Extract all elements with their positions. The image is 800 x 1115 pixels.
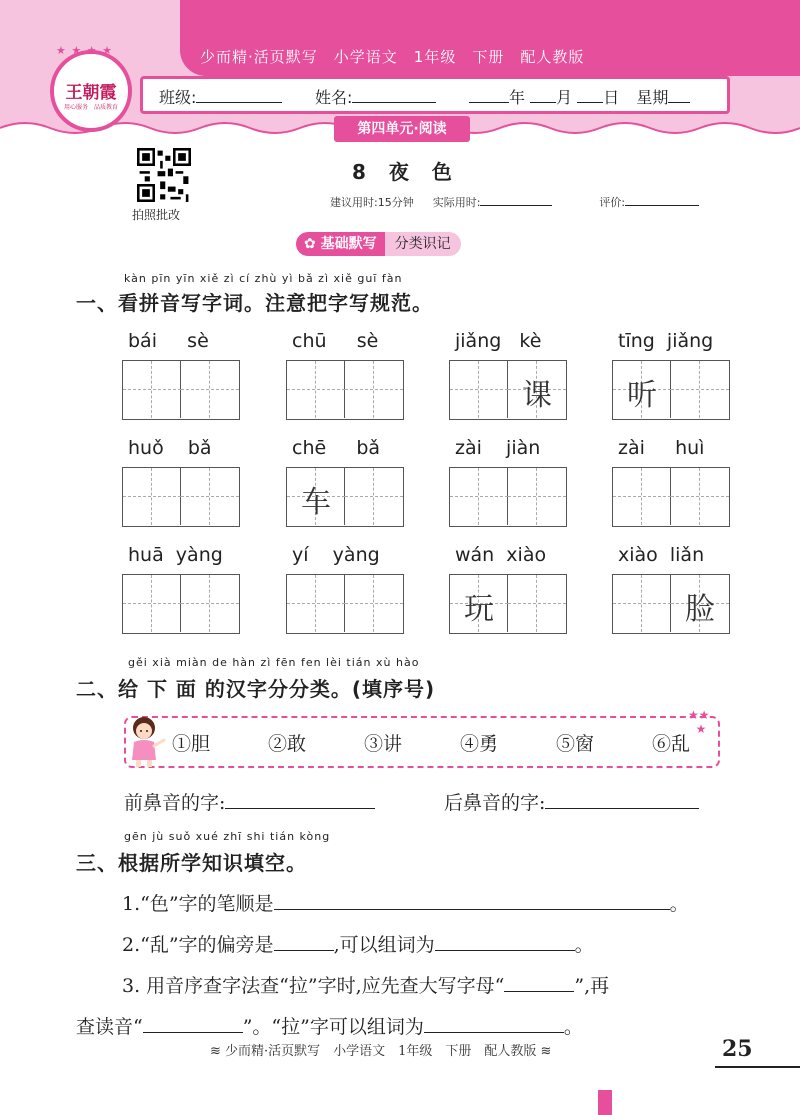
writing-cell[interactable]: [671, 361, 729, 418]
q3-item3-text-a: 3. 用音序查字法查“拉”字时,应先查大写字母“: [122, 975, 505, 997]
writing-cell[interactable]: [450, 361, 508, 418]
q3-item3-line1: [122, 971, 609, 998]
word-blank-la[interactable]: [424, 1013, 564, 1033]
stroke-order-blank[interactable]: [274, 890, 670, 910]
writing-cell[interactable]: [123, 575, 181, 632]
word-pinyin: chū sè: [292, 330, 379, 352]
letter-blank[interactable]: [504, 972, 574, 992]
given-character: 听: [627, 378, 657, 413]
char-option: ⑤窗: [556, 733, 595, 755]
tianzige-box: [449, 467, 567, 527]
writing-cell[interactable]: [181, 575, 239, 632]
tag-basic-dictation: ✿ 基础默写: [296, 232, 385, 256]
class-blank[interactable]: [196, 87, 282, 103]
writing-cell[interactable]: [508, 575, 566, 632]
back-nasal-blank[interactable]: [545, 789, 699, 809]
writing-cell[interactable]: [613, 361, 671, 418]
word-pinyin: yí yàng: [292, 544, 380, 566]
q2-title: 二、给 下 面 的汉字分分类。(填序号): [76, 677, 436, 701]
decor-stars-icon: ★★ ★: [688, 708, 710, 736]
back-nasal-row: [444, 788, 699, 815]
actual-time-blank[interactable]: [480, 194, 552, 206]
tag-basic-dictation-label: 基础默写: [320, 236, 377, 252]
name-field: [315, 85, 436, 108]
writing-cell[interactable]: [508, 468, 566, 525]
tianzige-box: [612, 574, 730, 634]
brand-logo: [50, 50, 132, 132]
footer-rule: [715, 1066, 800, 1068]
evaluation-label: 评价:: [599, 196, 626, 209]
logo-text: 王朝霞: [65, 83, 117, 103]
student-info-bar: [140, 76, 730, 114]
weekday-label: 星期: [636, 88, 669, 107]
actual-time-label: 实际用时:: [432, 196, 481, 209]
date-field: [469, 85, 690, 108]
word-pinyin: bái sè: [128, 330, 209, 352]
radical-blank[interactable]: [274, 931, 334, 951]
class-label: 班级:: [159, 88, 197, 107]
q3-item3-text-d: ”。“拉”字可以组词为: [242, 1016, 424, 1038]
writing-cell[interactable]: [613, 468, 671, 525]
q3-title: 三、根据所学知识填空。: [76, 851, 307, 875]
writing-cell[interactable]: [287, 575, 345, 632]
front-nasal-row: [124, 788, 375, 815]
writing-cell[interactable]: [345, 468, 403, 525]
word-pinyin: wán xiào: [455, 544, 547, 566]
word-pinyin: huā yàng: [128, 544, 223, 566]
front-nasal-blank[interactable]: [225, 789, 375, 809]
lesson-title: 8 夜 色: [352, 160, 460, 184]
given-character: 车: [301, 485, 331, 520]
suggested-time: 建议用时:15分钟: [330, 196, 414, 209]
weekday-blank[interactable]: [668, 87, 690, 103]
tianzige-box: [449, 574, 567, 634]
writing-cell[interactable]: [345, 575, 403, 632]
class-field: [159, 85, 282, 108]
page-number: 25: [722, 1036, 753, 1062]
q3-item2: [122, 930, 594, 957]
writing-cell[interactable]: [450, 575, 508, 632]
tianzige-box: [612, 467, 730, 527]
month-label: 月: [556, 88, 573, 107]
girl-illustration-icon: [124, 712, 170, 770]
writing-cell[interactable]: [287, 468, 345, 525]
tianzige-box: [122, 467, 240, 527]
given-character: 玩: [464, 592, 494, 627]
q3-item2-text-b: ,可以组词为: [333, 934, 435, 956]
writing-cell[interactable]: [671, 468, 729, 525]
lesson-meta: [330, 194, 699, 210]
char-option: ④勇: [460, 733, 499, 755]
q3-ruby: gēn jù suǒ xué zhī shi tián kòng: [124, 830, 331, 843]
given-character: 脸: [685, 592, 715, 627]
q3-item1: [122, 889, 689, 916]
q2-ruby: gěi xià miàn de hàn zì fēn fen lèi tián xù hào: [128, 656, 420, 669]
tianzige-box: [122, 360, 240, 420]
char-option: ③讲: [364, 733, 403, 755]
category-tags: [296, 232, 461, 256]
tag-classify: 分类识记: [385, 232, 461, 256]
char-option: ⑥乱: [652, 733, 691, 755]
q1-ruby: kàn pīn yīn xiě zì cí zhù yì bǎ zì xiě guī fàn: [124, 272, 403, 285]
logo-stars-icon: ★ ★ ★ ★: [56, 44, 113, 57]
reading-blank[interactable]: [143, 1013, 243, 1033]
char-option: ①胆: [172, 733, 211, 755]
qr-label: 拍照批改: [132, 208, 181, 222]
word-pinyin: huǒ bǎ: [128, 437, 212, 459]
q3-item1-text: 1.“色”字的笔顺是: [122, 893, 274, 915]
series-title: 少而精·活页默写 小学语文 1年级 下册 配人教版: [200, 48, 585, 66]
q3-item3-end: 。: [563, 1016, 583, 1038]
writing-cell[interactable]: [181, 361, 239, 418]
q3-item3-line2: [76, 1012, 583, 1039]
writing-cell[interactable]: [450, 468, 508, 525]
tianzige-box: [286, 574, 404, 634]
q3-item3-text-c: 查读音“: [76, 1016, 143, 1038]
char-options: [172, 729, 692, 756]
footer-series: ≋ 少而精·活页默写 小学语文 1年级 下册 配人教版 ≋: [210, 1044, 552, 1059]
day-blank[interactable]: [577, 87, 603, 103]
writing-cell[interactable]: [613, 575, 671, 632]
front-nasal-label: 前鼻音的字:: [124, 792, 226, 814]
word-blank-luan[interactable]: [435, 931, 575, 951]
q3-item2-end: 。: [574, 934, 594, 956]
q3-item3-text-b: ”,再: [574, 975, 610, 997]
evaluation-blank[interactable]: [625, 194, 699, 206]
word-pinyin: jiǎng kè: [455, 330, 542, 352]
char-option: ②敢: [268, 733, 307, 755]
year-blank[interactable]: [469, 87, 509, 103]
unit-tab: 第四单元·阅读: [334, 116, 470, 142]
writing-cell[interactable]: [508, 361, 566, 418]
word-pinyin: zài jiàn: [455, 437, 541, 459]
writing-cell[interactable]: [345, 361, 403, 418]
word-pinyin: xiào liǎn: [618, 544, 705, 566]
q3-item1-end: 。: [669, 893, 689, 915]
writing-cell[interactable]: [671, 575, 729, 632]
back-nasal-label: 后鼻音的字:: [444, 792, 546, 814]
writing-cell[interactable]: [181, 468, 239, 525]
word-pinyin: zài huì: [618, 437, 705, 459]
logo-subtitle: 用心服务 品质教育: [63, 104, 118, 111]
day-label: 日: [603, 88, 620, 107]
given-character: 课: [522, 378, 552, 413]
year-label: 年: [509, 88, 526, 107]
tianzige-box: [286, 360, 404, 420]
qr-code-icon[interactable]: [137, 148, 191, 202]
q3-item2-text-a: 2.“乱”字的偏旁是: [122, 934, 274, 956]
writing-cell[interactable]: [123, 468, 181, 525]
word-pinyin: chē bǎ: [292, 437, 381, 459]
name-label: 姓名:: [315, 88, 353, 107]
tianzige-box: [286, 467, 404, 527]
page-edge-tab: [598, 1090, 612, 1115]
month-blank[interactable]: [530, 87, 556, 103]
q1-title: 一、看拼音写字词。注意把字写规范。: [76, 291, 433, 315]
tianzige-box: [612, 360, 730, 420]
word-pinyin: tīng jiǎng: [618, 330, 714, 352]
tianzige-box: [449, 360, 567, 420]
writing-cell[interactable]: [123, 361, 181, 418]
name-blank[interactable]: [352, 87, 436, 103]
tianzige-box: [122, 574, 240, 634]
writing-cell[interactable]: [287, 361, 345, 418]
